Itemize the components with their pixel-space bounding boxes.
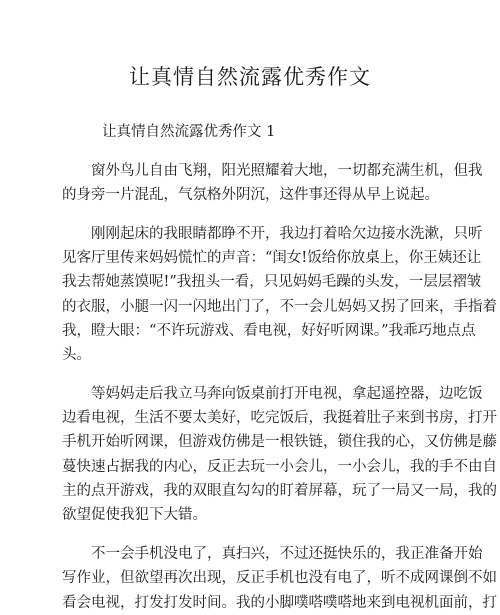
- text-line: 不一会手机没电了，真扫兴，不过还挺快乐的，我正准备开始: [91, 546, 483, 563]
- text-line: 的衣服，小腿一闪一闪地出门了，不一会儿妈妈又拐了回来，手指着: [62, 298, 497, 315]
- text-line: 的身旁一片混乱，气氛格外阴沉，这件事还得从早上说起。: [62, 186, 439, 203]
- text-line: 蔓快速占据我的内心，反正去玩一小会儿，一小会儿，我的手不由自: [62, 458, 497, 475]
- paragraph-2: [62, 222, 497, 368]
- text-line: 写作业，但欲望再次出现，反正手机也没有电了，听不成网课倒不如: [62, 570, 497, 587]
- text-line: 见客厅里传来妈妈慌忙的声音：“闺女!饭给你放桌上，你王姨还让: [62, 249, 482, 266]
- text-line: 窗外鸟儿自由飞翔，阳光照耀着大地，一切都充满生机，但我: [91, 162, 483, 179]
- text-line: 我，瞪大眼：“不许玩游戏、看电视，好好听网课。”我乖巧地点点: [62, 322, 476, 339]
- document-body: [62, 120, 497, 615]
- text-line: 手机开始听网课，但游戏仿佛是一根铁链，锁住我的心，又仿佛是藤: [62, 434, 497, 451]
- text-line: 头。: [62, 347, 91, 364]
- text-line: 欲望促使我犯下大错。: [62, 507, 207, 524]
- text-line: 主的点开游戏，我的双眼直勾勾的盯着屏幕，玩了一局又一局，我的: [62, 483, 497, 500]
- paragraph-4: [62, 542, 497, 615]
- text-line: 刚刚起床的我眼睛都睁不开，我边打着哈欠边接水洗漱，只听: [91, 225, 483, 242]
- essay-subtitle: 让真情自然流露优秀作文 1: [102, 124, 276, 140]
- paragraph-1: [62, 159, 483, 208]
- text-line: 看会电视，打发打发时间。我的小脚噗嗒噗嗒地来到电视机面前，打: [62, 594, 497, 611]
- text-line: 边看电视，生活不要太美好，吃完饭后，我挺着肚子来到书房，打开: [62, 410, 497, 427]
- paragraph-3: [62, 382, 497, 528]
- text-line: 我去帮她蒸馍呢!”我扭头一看，只见妈妈毛躁的头发，一层层褶皱: [62, 274, 482, 291]
- document-title: 让真情自然流露优秀作文: [129, 65, 371, 89]
- text-line: 等妈妈走后我立马奔向饭桌前打开电视，拿起遥控器，边吃饭: [91, 385, 483, 402]
